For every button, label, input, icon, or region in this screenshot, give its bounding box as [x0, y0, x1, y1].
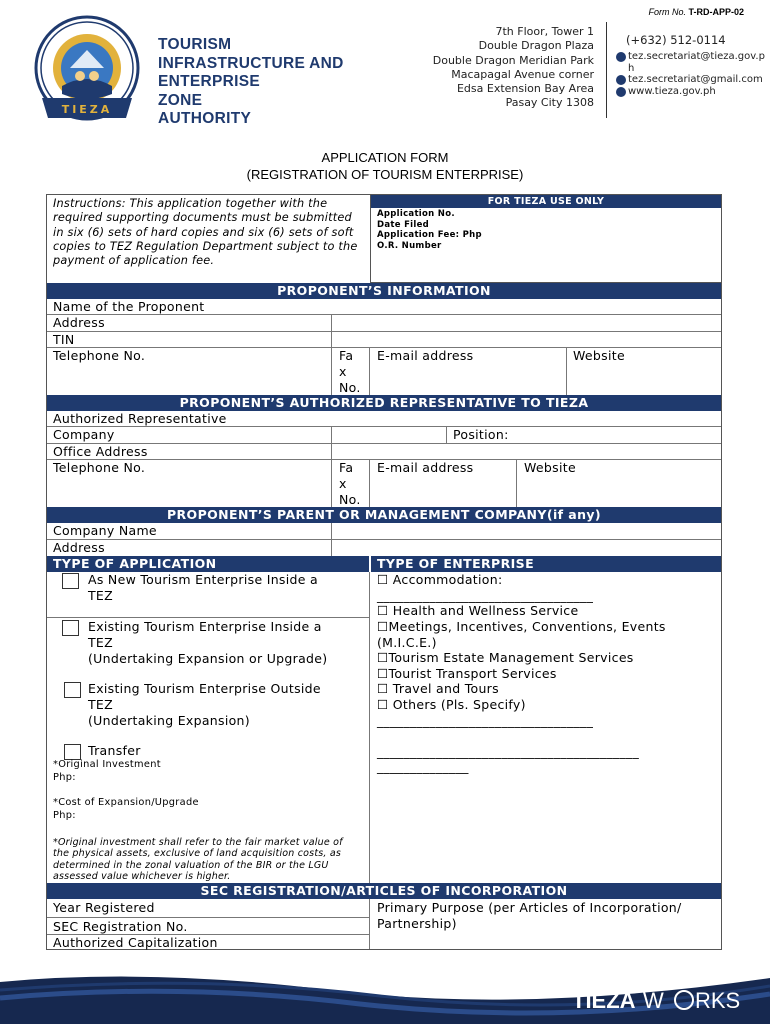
row-line: [47, 917, 369, 918]
cell-line: [331, 332, 332, 347]
rep-telephone-label: Telephone No.: [53, 460, 146, 475]
tieza-use-fields: [377, 209, 482, 251]
tieza-use-header: FOR TIEZA USE ONLY: [371, 195, 721, 208]
accommodation-option[interactable]: ☐ Accommodation:: [377, 572, 503, 587]
address-line: Double Dragon Plaza: [478, 39, 594, 53]
proponent-address-label: Address: [53, 315, 105, 330]
cost-of-expansion-label: [53, 797, 199, 822]
tieza-logo: [34, 14, 140, 130]
globe-icon: [616, 87, 626, 97]
investment-note: [53, 837, 343, 882]
header-divider: [606, 22, 607, 118]
title-line-1: APPLICATION FORM: [321, 150, 449, 165]
accommodation-line: _________________________________: [377, 588, 594, 603]
application-no-label: Application No.: [377, 209, 455, 219]
transfer-label: Transfer: [88, 743, 141, 758]
title-line-2: (REGISTRATION OF TOURISM ENTERPRISE): [246, 166, 524, 182]
health-option[interactable]: ☐ Health and Wellness Service: [377, 603, 579, 618]
website-row: [616, 86, 766, 98]
fax-label-part: No.: [339, 492, 361, 507]
cell-line: [369, 348, 370, 395]
cell-line: [331, 460, 332, 507]
fax-label-part: x: [339, 476, 347, 491]
footer-brand-part1: TIEZA: [572, 988, 636, 1013]
field-text: Php:: [53, 809, 76, 821]
option-text: TEZ: [88, 697, 113, 712]
option-text: TEZ: [88, 635, 113, 650]
year-registered-label: Year Registered: [53, 900, 155, 915]
type-of-application-header: TYPE OF APPLICATION: [47, 556, 369, 572]
rep-position-label: Position:: [453, 427, 509, 442]
estate-option[interactable]: ☐Tourism Estate Management Services: [377, 650, 634, 665]
org-line-4: ZONE: [158, 91, 203, 109]
organization-name: [158, 36, 344, 129]
option-text: (Undertaking Expansion): [88, 713, 250, 728]
address-line: 7th Floor, Tower 1: [495, 25, 594, 38]
purpose-text: Partnership): [377, 916, 457, 931]
rep-company-label: Company: [53, 427, 115, 442]
cell-line: [331, 444, 332, 459]
proponent-fax-label: [339, 348, 361, 396]
proponent-name-label: Name of the Proponent: [53, 299, 205, 314]
footer-brand-part2: W: [643, 988, 664, 1013]
date-filed-label: Date Filed: [377, 219, 430, 230]
row-line: [47, 426, 721, 427]
existing-outside-label: [88, 681, 321, 729]
parent-company-header: PROPONENT’S PARENT OR MANAGEMENT COMPANY(if any): [47, 507, 721, 523]
row-line: [47, 314, 721, 315]
new-enterprise-checkbox[interactable]: [62, 573, 79, 589]
email-icon: [616, 52, 626, 62]
proponent-website-label: Website: [573, 348, 625, 363]
row-line: [47, 617, 369, 618]
original-investment-label: [53, 759, 161, 784]
others-line: ________________________________________: [377, 744, 639, 759]
phone-number: (+632) 512-0114: [626, 33, 726, 47]
others-line: ______________: [377, 759, 469, 774]
office-address: [433, 25, 594, 111]
rep-website-label: Website: [524, 460, 576, 475]
application-fee-label: Application Fee: Php: [377, 230, 482, 241]
field-text: *Original Investment: [53, 759, 161, 770]
org-line-3: ENTERPRISE: [158, 73, 261, 90]
authorized-representative-label: Authorized Representative: [53, 411, 227, 426]
cell-line: [331, 540, 332, 556]
cell-line: [331, 348, 332, 395]
option-text: TEZ: [88, 588, 113, 603]
option-text: (Undertaking Expansion or Upgrade): [88, 651, 328, 666]
footer-wave-graphic: [0, 968, 770, 1024]
proponent-header: PROPONENT’S INFORMATION: [47, 283, 721, 299]
instructions: Instructions: This application together with the required supporting documents must be submitted in six (6) sets of hard copies and six (6) sets of soft copies to TEZ Regulation Department subject to the payment of application fee.: [53, 197, 358, 268]
email-row-1: [616, 51, 766, 74]
option-text: Existing Tourism Enterprise Outside: [88, 681, 321, 696]
form-number: [648, 7, 744, 17]
note-line: *Original investment shall refer to the fair market value of: [53, 837, 343, 848]
email-1: tez.secretariat@tieza.gov.ph: [628, 51, 765, 74]
address-line: Pasay City 1308: [505, 96, 594, 110]
cell-line: [331, 523, 332, 539]
new-enterprise-label: [88, 572, 318, 604]
others-option[interactable]: ☐ Others (Pls. Specify): [377, 697, 526, 712]
row-line: [47, 331, 721, 332]
existing-inside-checkbox[interactable]: [62, 620, 79, 636]
cell-line: [331, 427, 332, 443]
footer-banner: [0, 968, 770, 1024]
website[interactable]: www.tieza.gov.ph: [628, 85, 716, 97]
others-line: _________________________________: [377, 713, 594, 728]
primary-purpose-label: [377, 900, 682, 932]
sec-registration-header: SEC REGISTRATION/ARTICLES OF INCORPORATION: [47, 883, 721, 899]
option-text: Existing Tourism Enterprise Inside a: [88, 619, 322, 634]
fax-label-part: Fa: [339, 348, 354, 363]
proponent-telephone-label: Telephone No.: [53, 348, 146, 363]
proponent-tin-label: TIN: [53, 332, 75, 347]
representative-header: PROPONENT’S AUTHORIZED REPRESENTATIVE TO TIEZA: [47, 395, 721, 411]
field-text: *Cost of Expansion/Upgrade: [53, 797, 199, 808]
option-text: As New Tourism Enterprise Inside a: [88, 572, 318, 587]
parent-company-name-label: Company Name: [53, 523, 157, 538]
org-line-1: TOURISM: [158, 36, 232, 53]
cell-line: [566, 348, 567, 395]
mice-option-continued: (M.I.C.E.): [377, 635, 437, 650]
email-2: tez.secretariat@gmail.com: [628, 74, 763, 85]
rep-office-address-label: Office Address: [53, 444, 148, 459]
contact-info: [616, 33, 766, 97]
logo-text: TIEZA: [61, 103, 113, 116]
email-icon: [616, 75, 626, 85]
field-text: Php:: [53, 771, 76, 783]
parent-address-label: Address: [53, 540, 105, 555]
rep-fax-label: [339, 460, 361, 508]
cell-line: [331, 315, 332, 331]
or-number-label: O.R. Number: [377, 240, 442, 251]
sec-registration-no-label: SEC Registration No.: [53, 919, 188, 934]
row-line: [47, 539, 721, 540]
form-title: [0, 150, 770, 183]
proponent-email-label: E-mail address: [377, 348, 474, 363]
fax-label-part: x: [339, 364, 347, 379]
cell-line: [369, 460, 370, 507]
form-number-value: T-RD-APP-02: [688, 7, 744, 17]
note-line: the physical assets, exclusive of land acquisition costs, as: [53, 848, 342, 860]
org-line-5: AUTHORITY: [158, 110, 252, 127]
type-of-enterprise-header: TYPE OF ENTERPRISE: [371, 556, 721, 572]
note-line: assessed value whichever is higher.: [53, 870, 231, 882]
existing-inside-label: [88, 619, 327, 667]
fax-label-part: No.: [339, 380, 361, 395]
row-line: [47, 443, 721, 444]
column-divider: [369, 572, 370, 883]
org-line-2: INFRASTRUCTURE AND: [158, 54, 344, 72]
address-line: Edsa Extension Bay Area: [456, 82, 594, 96]
footer-brand-part3: RKS: [695, 988, 741, 1013]
cell-line: [516, 460, 517, 507]
logo-seal-icon: [34, 14, 140, 130]
purpose-text: Primary Purpose (per Articles of Incorporation/: [377, 900, 682, 915]
form-number-label: Form No.: [648, 7, 686, 17]
rep-email-label: E-mail address: [377, 460, 474, 475]
address-line: Macapagal Avenue corner: [451, 67, 594, 81]
authorized-capitalization-label: Authorized Capitalization: [53, 935, 218, 950]
email-row-2: [616, 74, 766, 86]
transport-option[interactable]: ☐Tourist Transport Services: [377, 666, 557, 681]
fax-label-part: Fa: [339, 460, 354, 475]
address-line: Double Dragon Meridian Park: [432, 53, 594, 67]
existing-outside-checkbox[interactable]: [64, 682, 81, 698]
mice-option[interactable]: ☐Meetings, Incentives, Conventions, Events: [377, 619, 666, 634]
transfer-checkbox[interactable]: [64, 744, 81, 760]
column-divider: [369, 899, 370, 949]
note-line: determined in the zonal valuation of the BIR or the LGU: [53, 859, 329, 871]
travel-option[interactable]: ☐ Travel and Tours: [377, 681, 499, 696]
cell-line: [446, 427, 447, 443]
